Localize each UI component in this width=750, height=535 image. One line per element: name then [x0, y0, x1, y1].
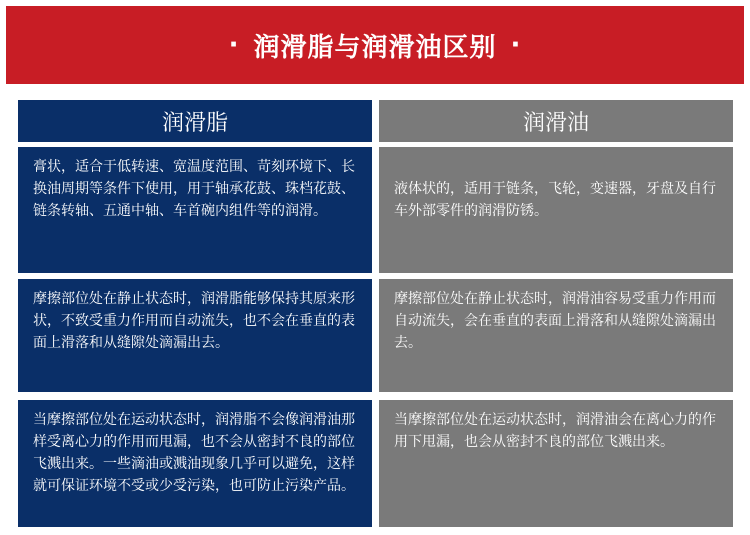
bullet-left: · — [228, 30, 240, 60]
oil-cell-motion: 当摩擦部位处在运动状态时，润滑油会在离心力的作用下甩漏，也会从密封不良的部位飞溅出来。 — [379, 400, 733, 527]
title-banner — [6, 6, 744, 84]
bullet-right: · — [510, 30, 522, 60]
page-title: 润滑脂与润滑油区别 — [253, 32, 497, 63]
grease-cell-motion: 当摩擦部位处在运动状态时，润滑脂不会像润滑油那样受离心力的作用而甩漏，也不会从密封不良的部位飞溅出来。一些滴油或溅油现象几乎可以避免，这样就可保证环境不受或少受污染，也可防止污染产品。 — [18, 400, 372, 527]
oil-cell-consistency: 液体状的，适用于链条，飞轮，变速器，牙盘及自行车外部零件的润滑防锈。 — [379, 147, 733, 273]
grease-column-header: 润滑脂 — [18, 100, 372, 142]
oil-column-header: 润滑油 — [379, 100, 733, 142]
grease-cell-static: 摩擦部位处在静止状态时，润滑脂能够保持其原来形状，不致受重力作用而自动流失，也不会在垂直的表面上滑落和从缝隙处滴漏出去。 — [18, 279, 372, 392]
grease-cell-consistency: 膏状，适合于低转速、宽温度范围、苛刻环境下、长换油周期等条件下使用，用于轴承花鼓、珠档花鼓、链条转轴、五通中轴、车首碗内组件等的润滑。 — [18, 147, 372, 273]
oil-cell-static: 摩擦部位处在静止状态时，润滑油容易受重力作用而自动流失，会在垂直的表面上滑落和从缝隙处滴漏出去。 — [379, 279, 733, 392]
